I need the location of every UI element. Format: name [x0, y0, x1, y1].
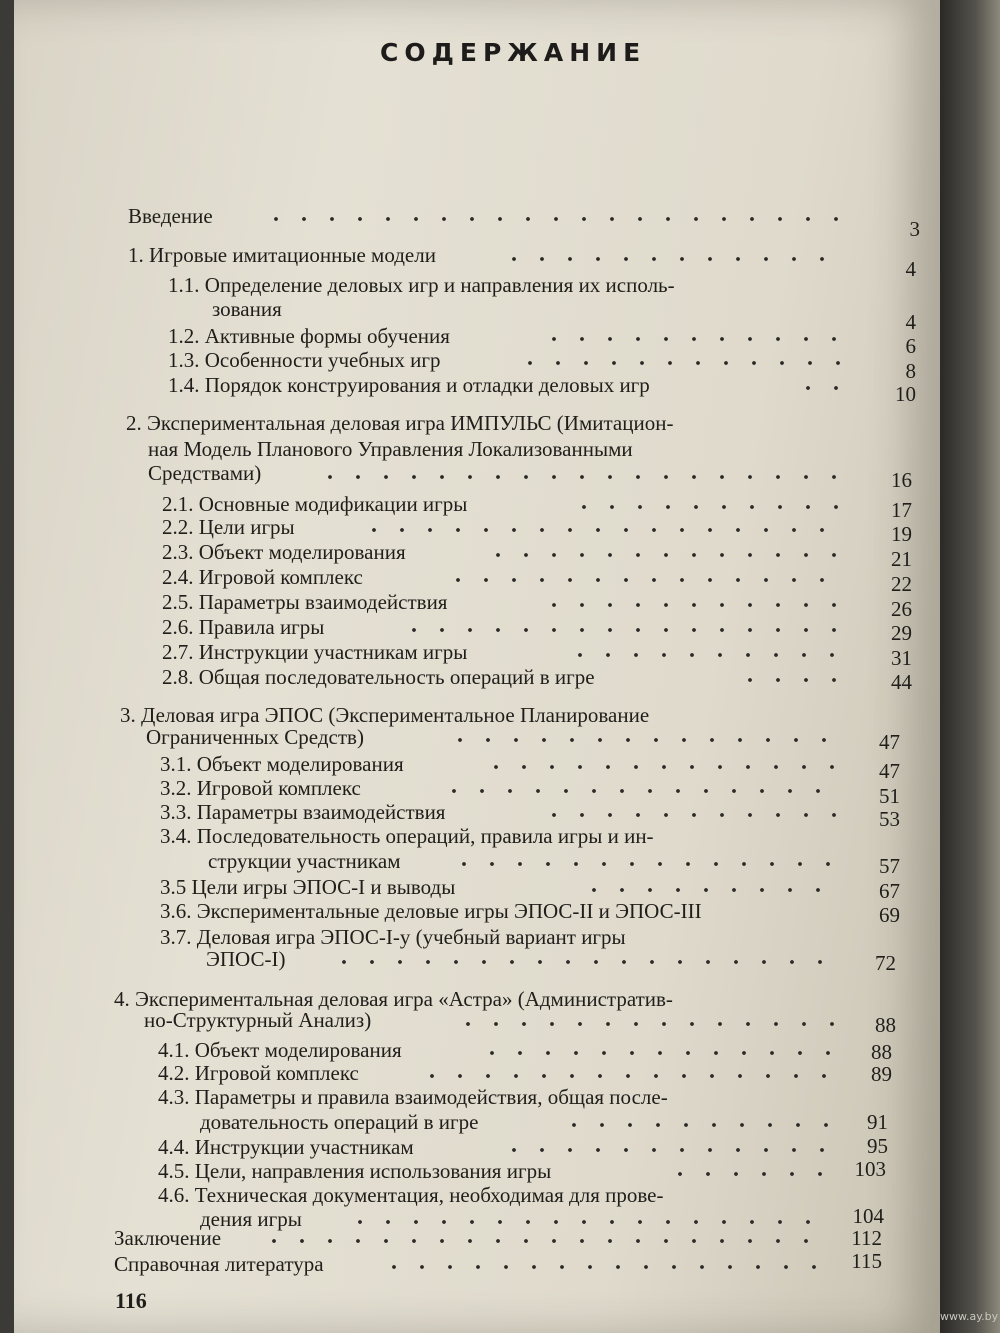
toc-entry-page: 104 [852, 1204, 884, 1228]
toc-entry-page: 26 [891, 597, 912, 621]
leader-dots [540, 808, 840, 822]
toc-entry-page: 91 [867, 1110, 888, 1134]
leader-dots [500, 1143, 840, 1157]
toc-entry-page: 19 [891, 522, 912, 546]
toc-entry-page: 88 [875, 1013, 896, 1037]
toc-entry-page: 112 [851, 1226, 882, 1250]
toc-entry-text: Справочная литература [114, 1252, 324, 1276]
leader-dots [478, 1046, 840, 1060]
toc-entry-text: ЭПОС-I) [206, 947, 286, 971]
toc-entry-text: 4.1. Объект моделирования [158, 1038, 402, 1062]
toc-entry-page: 47 [879, 759, 900, 783]
toc-entry-page: 72 [875, 951, 896, 975]
toc-entry-page: 4 [905, 310, 916, 334]
toc-entry-text: Ограниченных Средств) [146, 725, 364, 749]
toc-entry-text: 4.5. Цели, направления использования игры [158, 1159, 552, 1183]
toc-entry-text: 3.6. Экспериментальные деловые игры ЭПОС-II и ЭПОС-III [160, 899, 702, 923]
toc-entry-page: 6 [905, 334, 916, 358]
toc-entry-text: 2.2. Цели игры [162, 515, 295, 539]
toc-entry-text: струкции участникам [208, 849, 401, 873]
watermark: www.ay.by [940, 1310, 999, 1323]
leader-dots [446, 733, 840, 747]
leader-dots [444, 573, 840, 587]
toc-entry-text: но-Структурный Анализ) [144, 1008, 372, 1032]
page-title: СОДЕРЖАНИЕ [380, 38, 647, 67]
toc-entry-page: 10 [895, 382, 916, 406]
toc-entry-text: 4.4. Инструкции участникам [158, 1135, 414, 1159]
toc-entry-text: Заключение [114, 1226, 222, 1250]
page-number: 116 [115, 1288, 147, 1313]
leader-dots [482, 760, 840, 774]
toc-entry-text: зования [212, 297, 282, 321]
toc-entry-page: 3 [909, 217, 920, 241]
leader-dots [580, 883, 840, 897]
toc-entry-page: 8 [905, 359, 916, 383]
toc-entry-text: 4.3. Параметры и правила взаимодействия, общая после- [158, 1085, 668, 1109]
toc-entry-text: 1.4. Порядок конструирования и отладки деловых игр [168, 373, 650, 397]
leader-dots [260, 1234, 826, 1248]
toc-entry-text: 2.4. Игровой комплекс [162, 565, 363, 589]
toc-entry-page: 21 [891, 547, 912, 571]
toc-entry-page: 69 [879, 903, 900, 927]
leader-dots [316, 470, 840, 484]
toc-entry-text: 3.7. Деловая игра ЭПОС-I-у (учебный вариант игры [160, 925, 626, 949]
toc-entry-text: ная Модель Планового Управления Локализованными [148, 437, 633, 461]
leader-dots [500, 252, 840, 266]
toc-entry-text: 3.4. Последовательность операций, правила игры и ин- [160, 824, 654, 848]
toc-entry-text: 1.3. Особенности учебных игр [168, 348, 441, 372]
leader-dots [360, 523, 840, 537]
toc-entry-text: 2.7. Инструкции участникам игры [162, 640, 468, 664]
toc-entry-text: 3.2. Игровой комплекс [160, 776, 361, 800]
toc-entry-page: 22 [891, 572, 912, 596]
leader-dots [540, 332, 840, 346]
toc-entry-page: 4 [905, 257, 916, 281]
leader-dots [736, 673, 840, 687]
toc-entry-page: 17 [891, 498, 912, 522]
toc-entry-page: 51 [879, 784, 900, 808]
leader-dots [450, 857, 840, 871]
toc-entry-text: 2.1. Основные модификации игры [162, 492, 468, 516]
toc-entry-page: 53 [879, 807, 900, 831]
leader-dots [346, 1215, 826, 1229]
leader-dots [418, 1069, 840, 1083]
toc-entry-text: 1. Игровые имитационные модели [128, 243, 436, 267]
toc-entry-page: 44 [891, 670, 912, 694]
leader-dots [262, 212, 842, 226]
toc-entry-text: 3.5 Цели игры ЭПОС-I и выводы [160, 875, 456, 899]
toc-entry-text: 3. Деловая игра ЭПОС (Экспериментальное Планирование [120, 703, 650, 727]
toc-entry-text: 1.1. Определение деловых игр и направления их исполь- [168, 273, 675, 297]
toc-entry-text: 4.6. Техническая документация, необходимая для прове- [158, 1183, 664, 1207]
toc-entry-page: 31 [891, 646, 912, 670]
toc-entry-page: 16 [891, 468, 912, 492]
toc-entry-text: 2.3. Объект моделирования [162, 540, 406, 564]
toc-entry-page: 103 [854, 1157, 886, 1181]
leader-dots [540, 598, 840, 612]
leader-dots [666, 1167, 826, 1181]
leader-dots [454, 1017, 840, 1031]
toc-entry-page: 29 [891, 621, 912, 645]
toc-entry-text: 4. Экспериментальная деловая игра «Астра» (Административ- [114, 987, 673, 1011]
toc-entry-page: 115 [851, 1249, 882, 1273]
leader-dots [794, 381, 840, 395]
leader-dots [400, 623, 840, 637]
leader-dots [330, 955, 840, 969]
toc-entry-text: 2.8. Общая последовательность операций в игре [162, 665, 595, 689]
leader-dots [484, 548, 840, 562]
toc-entry-text: 2. Экспериментальная деловая игра ИМПУЛЬС (Имитацион- [126, 411, 674, 435]
leader-dots [516, 356, 840, 370]
toc-entry-page: 95 [867, 1134, 888, 1158]
toc-entry-text: 3.1. Объект моделирования [160, 752, 404, 776]
toc-entry-page: 89 [871, 1062, 892, 1086]
toc-entry-page: 88 [871, 1040, 892, 1064]
toc-entry-text: довательность операций в игре [200, 1110, 479, 1134]
toc-entry-text: Введение [128, 204, 213, 228]
toc-entry-text: 1.2. Активные формы обучения [168, 324, 450, 348]
toc-entry-text: 2.5. Параметры взаимодействия [162, 590, 448, 614]
toc-entry-page: 57 [879, 854, 900, 878]
toc-entry-page: 47 [879, 730, 900, 754]
toc-entry-text: Средствами) [148, 461, 262, 485]
toc-entry-text: 4.2. Игровой комплекс [158, 1061, 359, 1085]
leader-dots [560, 1118, 840, 1132]
toc-entry-text: дения игры [200, 1207, 302, 1231]
leader-dots [440, 784, 840, 798]
toc-entry-text: 2.6. Правила игры [162, 615, 325, 639]
leader-dots [380, 1260, 826, 1274]
leader-dots [566, 648, 840, 662]
leader-dots [570, 500, 840, 514]
toc-entry-page: 67 [879, 879, 900, 903]
toc-entry-text: 3.3. Параметры взаимодействия [160, 800, 446, 824]
